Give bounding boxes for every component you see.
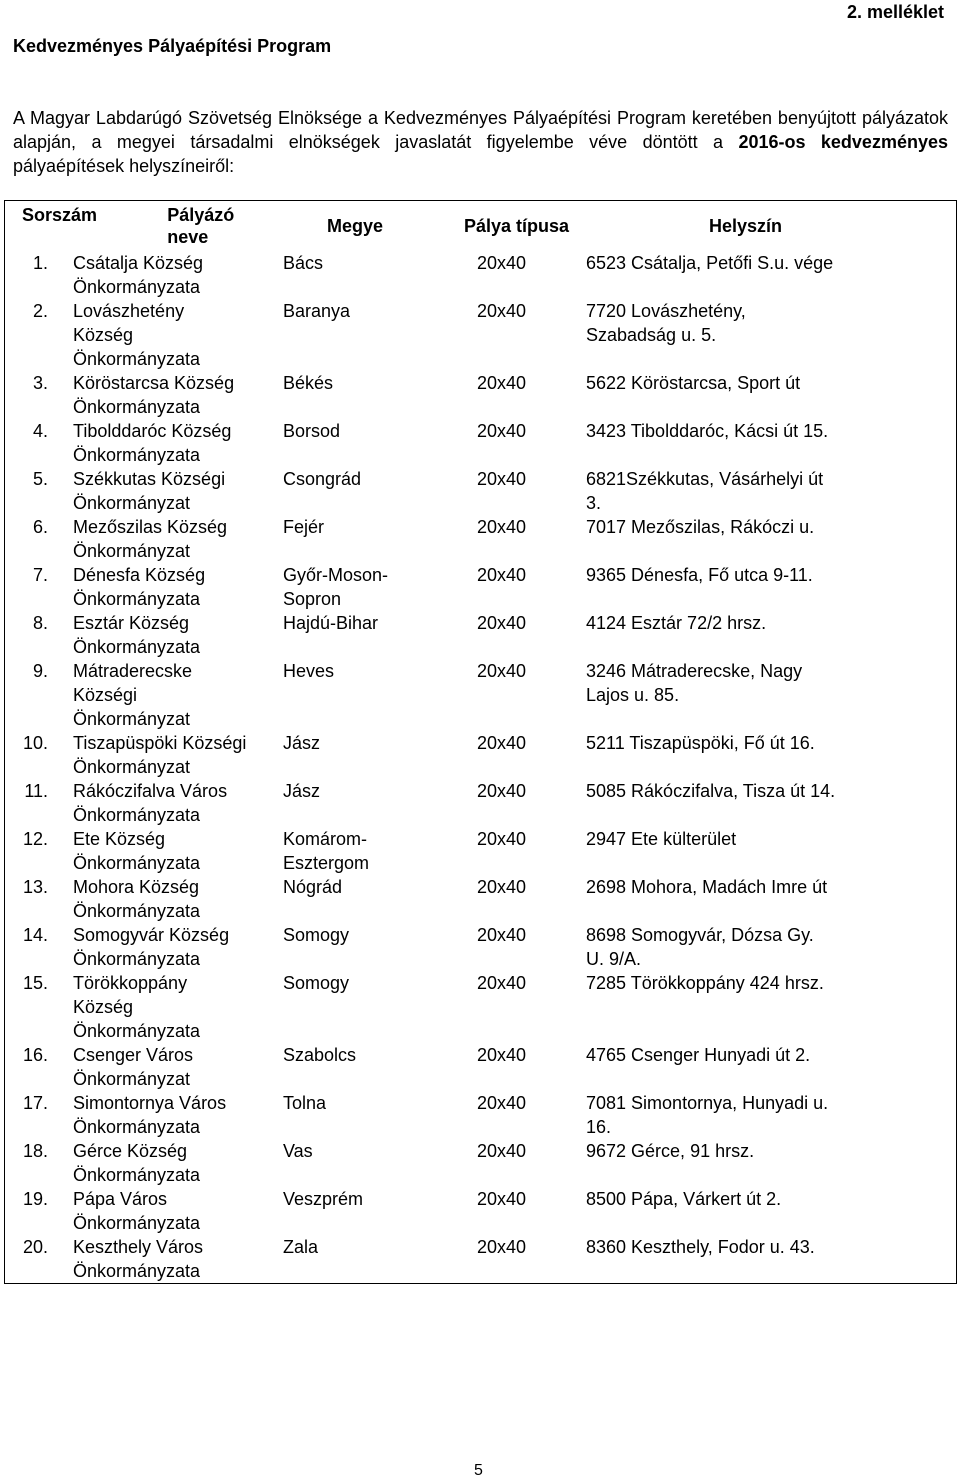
location: 8500 Pápa, Várkert út 2. [586, 1189, 782, 1209]
location: 7081 Simontornya, Hunyadi u. 16. [586, 1093, 829, 1137]
row-number-cell [5, 251, 53, 299]
county: Heves [283, 661, 335, 681]
applicant-name-cell [53, 611, 269, 659]
pitch-type-cell [459, 611, 574, 659]
page-number: 5 [474, 1462, 483, 1479]
row-number-cell [5, 1187, 53, 1235]
county-cell [269, 1235, 459, 1283]
pitch-type-cell [459, 563, 574, 611]
location-cell [574, 467, 958, 515]
applicant-name: Somogyvár Község Önkormányzata [73, 925, 230, 969]
table-row [5, 1139, 958, 1187]
row-number: 9. [32, 661, 48, 681]
row-number-cell [5, 971, 53, 1043]
location: 6821Székkutas, Vásárhelyi út 3. [586, 469, 824, 513]
applicant-name-cell [53, 371, 269, 419]
intro-text-after: pályaépítések helyszíneiről: [13, 156, 235, 176]
location-cell [574, 1235, 958, 1283]
row-number-cell [5, 563, 53, 611]
county: Borsod [283, 421, 341, 441]
pitch-type-cell [459, 827, 574, 875]
row-number: 10. [22, 733, 48, 753]
location: 9365 Dénesfa, Fő utca 9-11. [586, 565, 813, 585]
attachment-label: 2. melléklet [846, 2, 944, 22]
county-cell [269, 827, 459, 875]
applicant-name-cell [53, 1235, 269, 1283]
pitch-type: 20x40 [477, 733, 527, 753]
applicant-name: Ete Község Önkormányzata [73, 829, 201, 873]
county: Győr-Moson-Sopron [283, 565, 389, 609]
pitch-type-cell [459, 251, 574, 299]
row-number-cell [5, 515, 53, 563]
header-helyszin: Helyszín [709, 216, 783, 236]
applicant-name-cell [53, 467, 269, 515]
applicant-name-cell [53, 1091, 269, 1139]
location: 8360 Keszthely, Fodor u. 43. [586, 1237, 815, 1257]
table-row [5, 1091, 958, 1139]
table-row [5, 371, 958, 419]
location: 3246 Mátraderecske, Nagy Lajos u. 85. [586, 661, 803, 705]
intro-text-before: A Magyar Labdarúgó Szövetség Elnöksége a Kedvezményes Pályaépítési Program keretében benyújtott pályázatok alapján, a megyei társadalmi elnökségek javaslatát figyelembe véve döntött a [13, 108, 948, 152]
applicant-name: Törökkoppány Község Önkormányzata [73, 973, 201, 1041]
county-cell [269, 419, 459, 467]
intro-paragraph [13, 106, 948, 178]
county-cell [269, 1091, 459, 1139]
location-cell [574, 419, 958, 467]
table-row [5, 611, 958, 659]
pitch-type: 20x40 [477, 1093, 527, 1113]
county: Zala [283, 1237, 319, 1257]
county-cell [269, 971, 459, 1043]
pitch-type: 20x40 [477, 373, 527, 393]
county: Csongrád [283, 469, 362, 489]
header-tipus: Pálya típusa [463, 216, 570, 236]
row-number-cell [5, 779, 53, 827]
pitch-type-cell [459, 299, 574, 371]
county: Somogy [283, 925, 350, 945]
row-number: 7. [32, 565, 48, 585]
table-row [5, 971, 958, 1043]
location-cell [574, 659, 958, 731]
applicant-name-cell [53, 659, 269, 731]
county: Jász [283, 781, 321, 801]
row-number: 11. [24, 781, 48, 801]
applicant-name-cell [53, 299, 269, 371]
row-number: 2. [32, 301, 48, 321]
applicant-name-cell [53, 923, 269, 971]
location: 3423 Tibolddaróc, Kácsi út 15. [586, 421, 829, 441]
pitch-type-cell [459, 1091, 574, 1139]
county: Hajdú-Bihar [283, 613, 379, 633]
location-cell [574, 779, 958, 827]
pitch-type: 20x40 [477, 661, 527, 681]
table-row [5, 1043, 958, 1091]
location-cell [574, 875, 958, 923]
row-number-cell [5, 1235, 53, 1283]
table-row [5, 731, 958, 779]
pitch-type: 20x40 [477, 877, 527, 897]
row-number-cell [5, 611, 53, 659]
table-row [5, 875, 958, 923]
row-number: 3. [32, 373, 48, 393]
pitch-type-cell [459, 1043, 574, 1091]
county-cell [269, 371, 459, 419]
county-cell [269, 299, 459, 371]
row-number-cell [5, 923, 53, 971]
pitch-type: 20x40 [477, 253, 527, 273]
county-cell [269, 731, 459, 779]
pitch-type: 20x40 [477, 301, 527, 321]
table-row [5, 563, 958, 611]
row-number: 17. [22, 1093, 48, 1113]
location-cell [574, 971, 958, 1043]
row-number: 18. [22, 1141, 48, 1161]
pitch-type: 20x40 [477, 1045, 527, 1065]
document-title: Kedvezményes Pályaépítési Program [13, 36, 332, 56]
location-cell [574, 1187, 958, 1235]
applicant-name: Mezőszilas Község Önkormányzat [73, 517, 228, 561]
county: Jász [283, 733, 321, 753]
pitch-type-cell [459, 1187, 574, 1235]
intro-bold-text: 2016-os kedvezményes [738, 132, 948, 152]
pitch-type-cell [459, 731, 574, 779]
pitch-type-cell [459, 1235, 574, 1283]
table-row [5, 251, 958, 299]
county: Veszprém [283, 1189, 364, 1209]
pitch-type-cell [459, 467, 574, 515]
row-number: 8. [32, 613, 48, 633]
county: Somogy [283, 973, 350, 993]
county-cell [269, 659, 459, 731]
applicant-name-cell [53, 827, 269, 875]
location-cell [574, 923, 958, 971]
pitch-type-cell [459, 659, 574, 731]
applicant-name: Mohora Község Önkormányzata [73, 877, 201, 921]
location: 5622 Köröstarcsa, Sport út [586, 373, 801, 393]
county-cell [269, 1139, 459, 1187]
applicant-name-cell [53, 1139, 269, 1187]
county-cell [269, 515, 459, 563]
row-number-cell [5, 1043, 53, 1091]
applicant-name: Tiszapüspöki Községi Önkormányzat [73, 733, 247, 777]
row-number: 20. [22, 1237, 48, 1257]
row-number-cell [5, 467, 53, 515]
location-cell [574, 371, 958, 419]
location: 2698 Mohora, Madách Imre út [586, 877, 828, 897]
location-cell [574, 1091, 958, 1139]
row-number: 6. [32, 517, 48, 537]
row-number: 1. [32, 253, 48, 273]
row-number-cell [5, 371, 53, 419]
pitch-type-cell [459, 923, 574, 971]
table-row [5, 923, 958, 971]
row-number-cell [5, 299, 53, 371]
location: 5085 Rákóczifalva, Tisza út 14. [586, 781, 836, 801]
location: 5211 Tiszapüspöki, Fő út 16. [586, 733, 815, 753]
row-number: 12. [22, 829, 48, 849]
pitch-type: 20x40 [477, 565, 527, 585]
county-cell [269, 779, 459, 827]
table-row [5, 299, 958, 371]
pitch-type: 20x40 [477, 469, 527, 489]
applicant-name: Pápa Város Önkormányzata [73, 1189, 201, 1233]
county: Bács [283, 253, 324, 273]
location-cell [574, 731, 958, 779]
row-number-cell [5, 659, 53, 731]
table-row [5, 779, 958, 827]
table-row [5, 659, 958, 731]
applicant-name-cell [53, 1043, 269, 1091]
county: Komárom-Esztergom [283, 829, 370, 873]
pitch-type-cell [459, 515, 574, 563]
applicant-name: Gérce Község Önkormányzata [73, 1141, 201, 1185]
county-cell [269, 611, 459, 659]
pitch-type: 20x40 [477, 829, 527, 849]
row-number-cell [5, 1091, 53, 1139]
location: 9672 Gérce, 91 hrsz. [586, 1141, 755, 1161]
applicant-name-cell [53, 731, 269, 779]
location: 6523 Csátalja, Petőfi S.u. vége [586, 253, 834, 273]
header-palyazo: Pályázó neve [167, 205, 235, 247]
table-header-row [5, 201, 958, 251]
applicant-name: Lovászhetény Község Önkormányzata [73, 301, 201, 369]
location: 7017 Mezőszilas, Rákóczi u. [586, 517, 815, 537]
applicant-name: Mátraderecske Községi Önkormányzat [73, 661, 193, 729]
county: Szabolcs [283, 1045, 357, 1065]
pitch-type: 20x40 [477, 1189, 527, 1209]
pitch-type: 20x40 [477, 421, 527, 441]
county: Nógrád [283, 877, 343, 897]
table-body [5, 251, 958, 1283]
row-number: 19. [22, 1189, 48, 1209]
applicant-name-cell [53, 1187, 269, 1235]
location: 7285 Törökkoppány 424 hrsz. [586, 973, 824, 993]
pitch-type-cell [459, 419, 574, 467]
location: 4124 Esztár 72/2 hrsz. [586, 613, 767, 633]
location: 2947 Ete külterület [586, 829, 737, 849]
row-number: 15. [22, 973, 48, 993]
location-cell [574, 611, 958, 659]
row-number-cell [5, 731, 53, 779]
applicant-name: Tibolddaróc Község Önkormányzata [73, 421, 232, 465]
row-number-cell [5, 1139, 53, 1187]
applicant-name-cell [53, 251, 269, 299]
county-cell [269, 467, 459, 515]
applicant-name-cell [53, 419, 269, 467]
header-sorszam: Sorszám [22, 205, 98, 225]
pitch-type: 20x40 [477, 1141, 527, 1161]
results-table-container [4, 200, 957, 1284]
county-cell [269, 923, 459, 971]
pitch-type: 20x40 [477, 781, 527, 801]
location: 7720 Lovászhetény, Szabadság u. 5. [586, 301, 746, 345]
county: Fejér [283, 517, 325, 537]
pitch-type-cell [459, 971, 574, 1043]
header-sorszam-palyazo-cell [5, 201, 269, 251]
pitch-type-cell [459, 875, 574, 923]
row-number: 13. [22, 877, 48, 897]
location-cell [574, 251, 958, 299]
table-row [5, 419, 958, 467]
table-row [5, 1235, 958, 1283]
applicant-name: Székkutas Községi Önkormányzat [73, 469, 226, 513]
applicant-name: Keszthely Város Önkormányzata [73, 1237, 204, 1281]
row-number-cell [5, 419, 53, 467]
applicant-name: Dénesfa Község Önkormányzata [73, 565, 206, 609]
county: Vas [283, 1141, 313, 1161]
pitch-type-cell [459, 1139, 574, 1187]
location-cell [574, 1139, 958, 1187]
pitch-type: 20x40 [477, 973, 527, 993]
county: Békés [283, 373, 334, 393]
row-number: 14. [22, 925, 48, 945]
applicant-name-cell [53, 515, 269, 563]
results-table [5, 201, 958, 1283]
table-row [5, 827, 958, 875]
location-cell [574, 827, 958, 875]
location-cell [574, 515, 958, 563]
pitch-type: 20x40 [477, 613, 527, 633]
pitch-type: 20x40 [477, 925, 527, 945]
applicant-name: Csátalja Község Önkormányzata [73, 253, 204, 297]
pitch-type: 20x40 [477, 1237, 527, 1257]
county: Baranya [283, 301, 351, 321]
county: Tolna [283, 1093, 327, 1113]
applicant-name: Csenger Város Önkormányzat [73, 1045, 194, 1089]
county-cell [269, 1187, 459, 1235]
row-number: 4. [32, 421, 48, 441]
county-cell [269, 1043, 459, 1091]
location-cell [574, 563, 958, 611]
county-cell [269, 251, 459, 299]
pitch-type-cell [459, 371, 574, 419]
row-number: 5. [32, 469, 48, 489]
county-cell [269, 875, 459, 923]
table-row [5, 467, 958, 515]
location: 8698 Somogyvár, Dózsa Gy. U. 9/A. [586, 925, 814, 969]
location-cell [574, 1043, 958, 1091]
county-cell [269, 563, 459, 611]
row-number-cell [5, 827, 53, 875]
table-row [5, 515, 958, 563]
applicant-name: Simontornya Város Önkormányzata [73, 1093, 227, 1137]
row-number: 16. [22, 1045, 48, 1065]
applicant-name-cell [53, 971, 269, 1043]
row-number-cell [5, 875, 53, 923]
applicant-name: Esztár Község Önkormányzata [73, 613, 201, 657]
applicant-name-cell [53, 875, 269, 923]
applicant-name: Rákóczifalva Város Önkormányzata [73, 781, 228, 825]
location-cell [574, 299, 958, 371]
applicant-name-cell [53, 563, 269, 611]
location: 4765 Csenger Hunyadi út 2. [586, 1045, 811, 1065]
applicant-name-cell [53, 779, 269, 827]
header-megye: Megye [327, 216, 384, 236]
table-row [5, 1187, 958, 1235]
applicant-name: Köröstarcsa Község Önkormányzata [73, 373, 235, 417]
pitch-type-cell [459, 779, 574, 827]
pitch-type: 20x40 [477, 517, 527, 537]
